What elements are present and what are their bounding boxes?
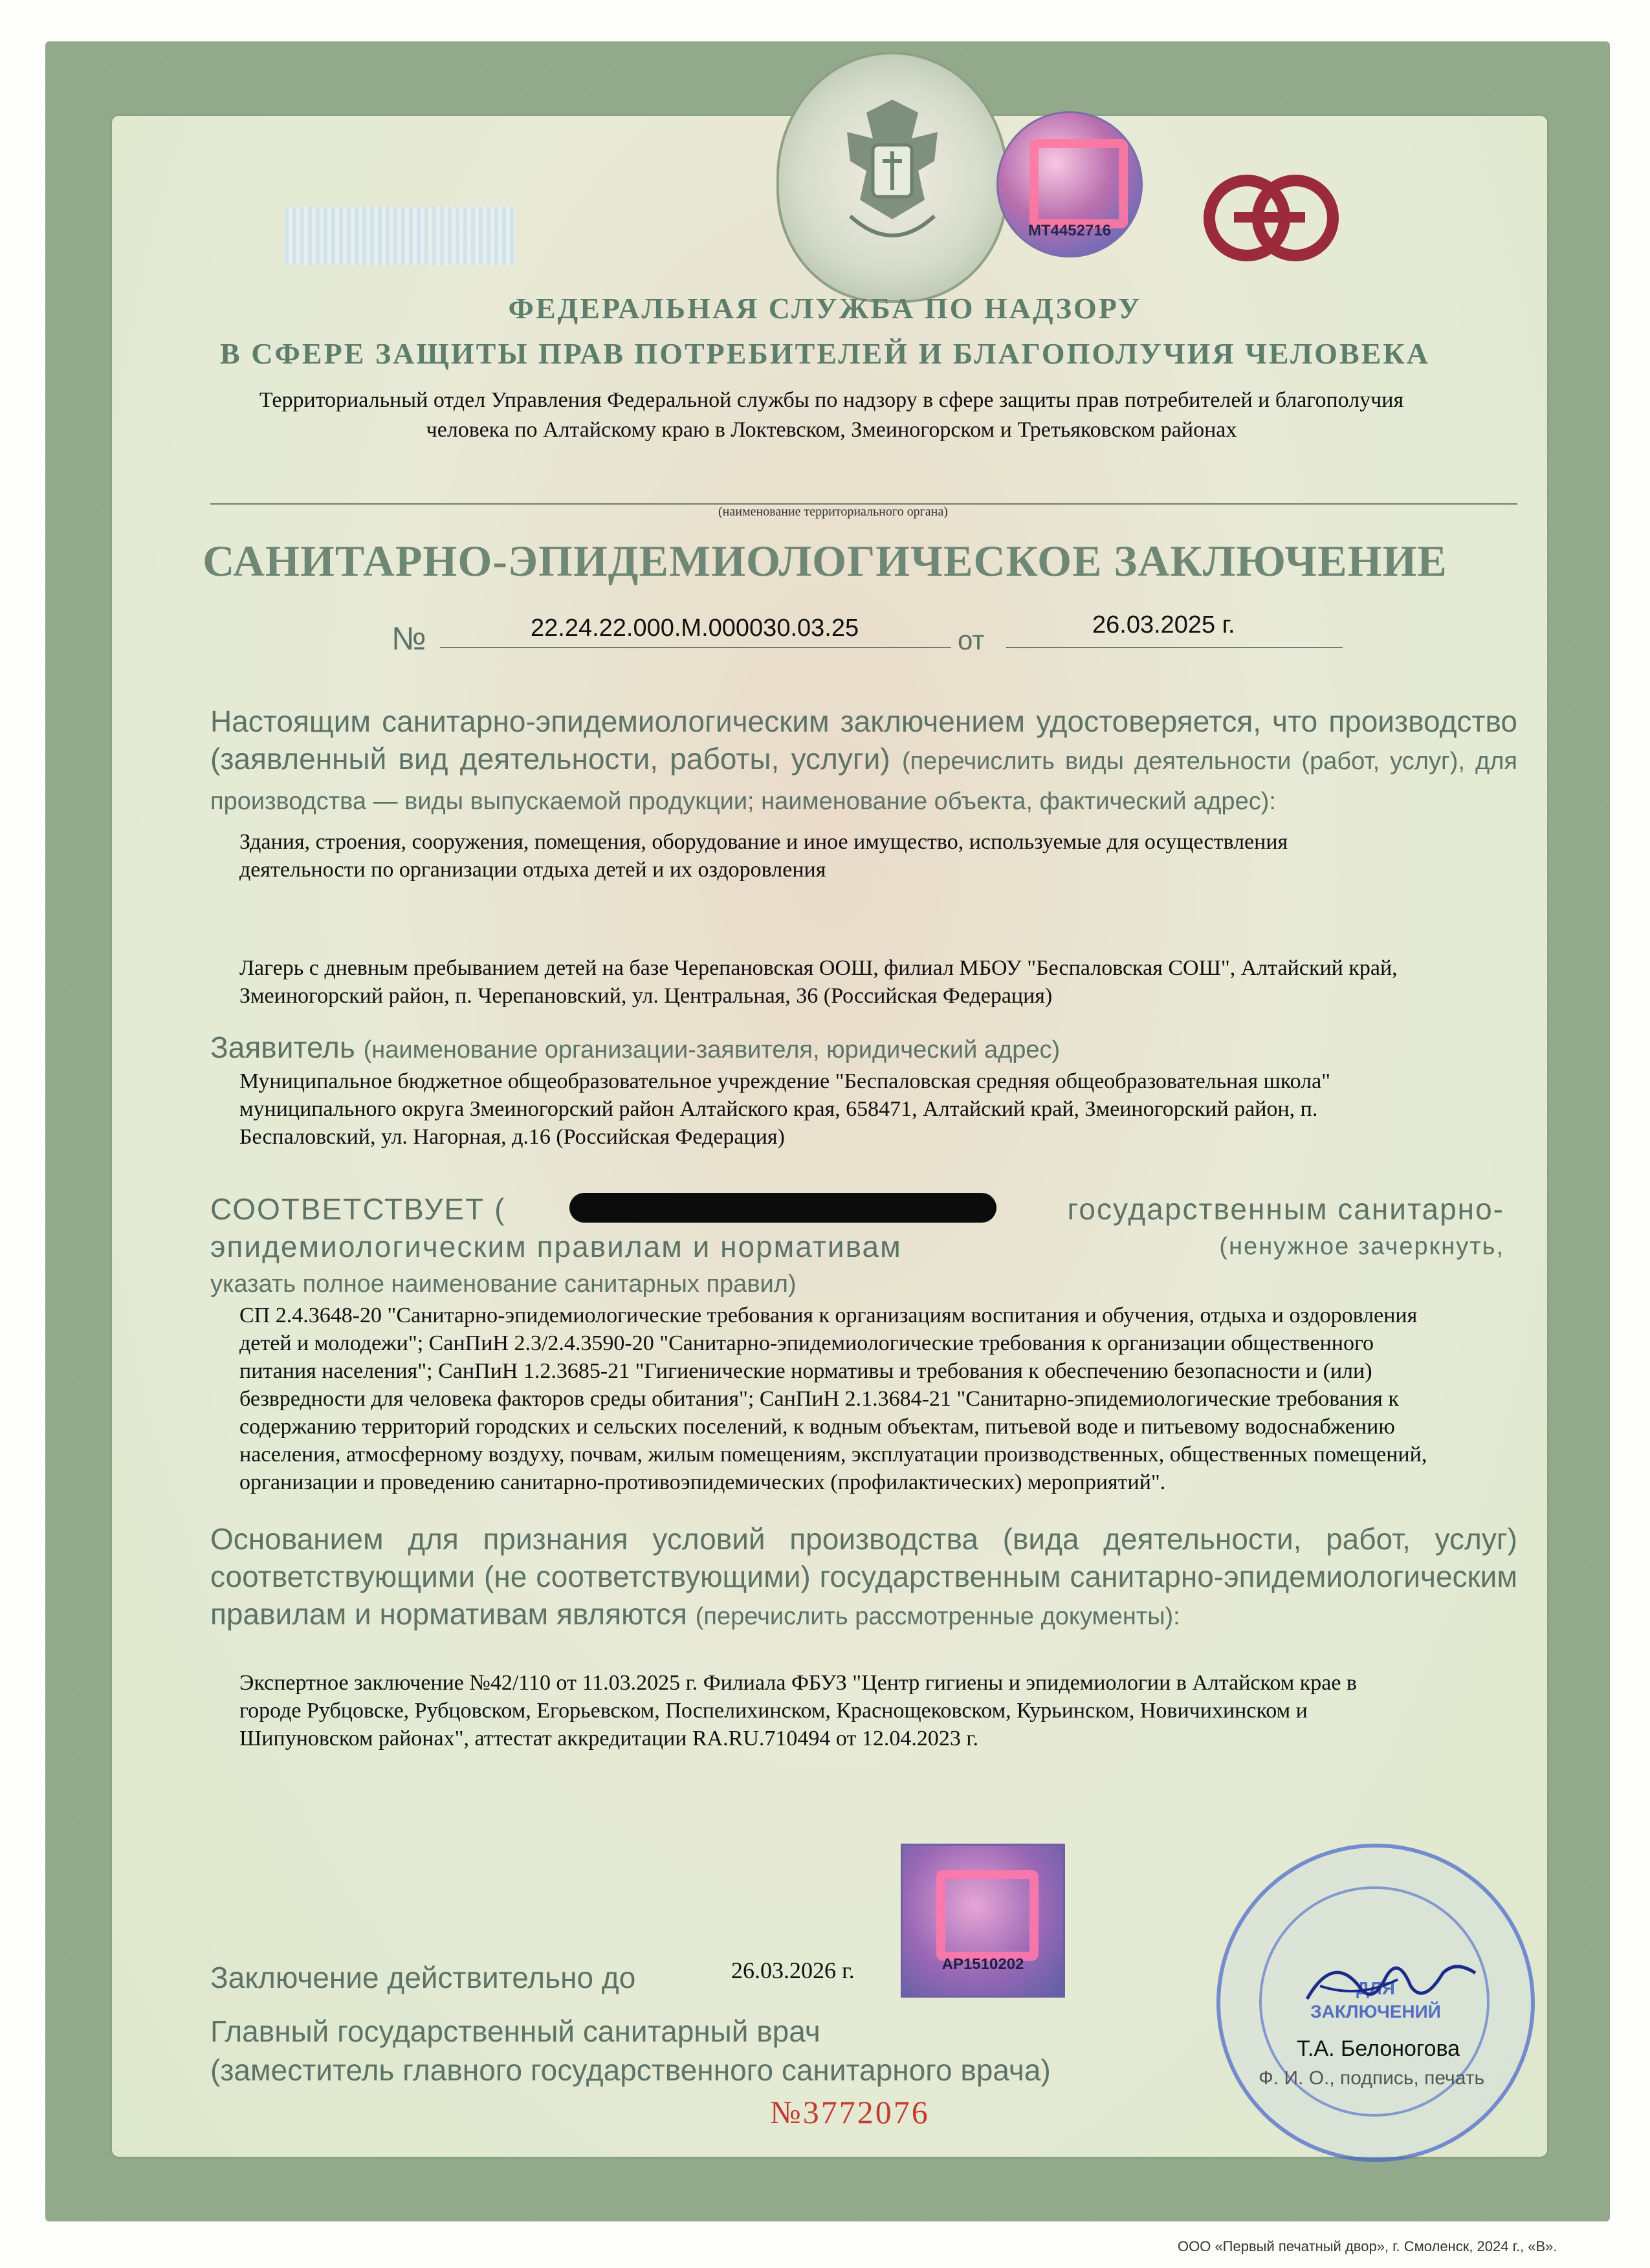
applicant-text — [239, 1067, 1330, 1151]
security-strip — [285, 207, 515, 265]
date-label: от — [958, 625, 985, 655]
site-line-1: Лагерь с дневным пребыванием детей на базе Черепановская ООШ, филиал МБОУ "Беспаловская СОШ", Алтайский край, — [239, 956, 1398, 980]
conformity-word: СООТВЕТСТВУЕТ ( — [210, 1192, 506, 1226]
date-underline — [1006, 647, 1343, 648]
rules-line: организации и проведению санитарно-противоэпидемических (профилактических) мероприятий". — [239, 1470, 1166, 1494]
conformity-hint-1: (ненужное зачеркнуть, — [1219, 1233, 1504, 1260]
conformity-hint-2: указать полное наименование санитарных правил) — [210, 1270, 797, 1298]
basis-line: Экспертное заключение №42/110 от 11.03.2025 г. Филиала ФБУЗ "Центр гигиены и эпидемиологии в Алтайском крае в — [239, 1671, 1357, 1695]
intro-hint: (перечислить виды деятельности (работ, услуг), для производства — виды выпускаемой продукции; наименование объекта, фактический адрес): — [210, 748, 1517, 815]
territorial-organ-line-2: человека по Алтайскому краю в Локтевском, Змеиногорском и Третьяковском районах — [426, 418, 1237, 442]
intro-paragraph — [210, 703, 1517, 820]
applicant-hint: (наименование организации-заявителя, юридический адрес) — [363, 1036, 1061, 1063]
rules-line: детей и молодежи"; СанПиН 2.3/2.4.3590-20 "Санитарно-эпидемиологические требования к организации общественного — [239, 1331, 1374, 1355]
rospotrebnadzor-emblem — [776, 52, 1008, 303]
document-title: САНИТАРНО-ЭПИДЕМИОЛОГИЧЕСКОЕ ЗАКЛЮЧЕНИЕ — [203, 536, 1447, 585]
hologram-logo-icon — [1029, 139, 1128, 228]
signature-icon — [1301, 1947, 1488, 2018]
territorial-organ-line-1: Территориальный отдел Управления Федеральной службы по надзору в сфере защиты прав потребителей и благополучия — [259, 388, 1404, 412]
site-line-2: Змеиногорский район, п. Черепановский, ул. Центральная, 36 (Российская Федерация) — [239, 984, 1053, 1008]
basis-line: городе Рубцовске, Рубцовском, Егорьевском, Поспелихинском, Краснощековском, Курьинском, Новичихинском и — [239, 1699, 1308, 1723]
rules-line: населения, атмосферному воздуху, почвам, жилым помещениям, эксплуатации производственных, общественных помещений, — [239, 1443, 1427, 1467]
hologram-top-code: MT4452716 — [1028, 222, 1112, 239]
basis-paragraph — [210, 1520, 1517, 1635]
validity-label: Заключение действительно до — [210, 1961, 636, 1994]
signatory-line-2: (заместитель главного государственного санитарного врача) — [210, 2053, 1051, 2087]
rules-text — [239, 1302, 1427, 1496]
number-underline — [440, 647, 951, 648]
rules-line: безвредности для человека факторов среды обитания"; СанПиН 2.1.3684-21 "Санитарно-эпидемиологические требования к — [239, 1387, 1399, 1411]
applicant-label: Заявитель — [210, 1030, 355, 1064]
rules-line: содержанию территорий городских и сельских поселений, к водным объектам, питьевой воде и питьевому водоснабжению — [239, 1415, 1395, 1439]
printer-footer: ООО «Первый печатный двор», г. Смоленск, 2024 г., «В». — [1178, 2238, 1557, 2254]
activity-line-2: деятельности по организации отдыха детей и их оздоровления — [239, 858, 826, 882]
applicant-line-3: Беспаловский, ул. Нагорная, д.16 (Российская Федерация) — [239, 1125, 785, 1149]
se-logo-icon — [1198, 169, 1347, 270]
intro-text: Настоящим санитарно-эпидемиологическим заключением удостоверяется, что производство (заявленный вид деятельности, работы, услуги) — [210, 704, 1517, 776]
header-line-1: ФЕДЕРАЛЬНАЯ СЛУЖБА ПО НАДЗОРУ — [508, 292, 1142, 325]
rules-line: СП 2.4.3648-20 "Санитарно-эпидемиологические требования к организациям воспитания и обучения, отдыха и оздоровления — [239, 1303, 1418, 1327]
signatory-name: Т.А. Белоногова — [1297, 2036, 1460, 2061]
hologram-bottom-code: AP1510202 — [941, 1956, 1024, 1973]
activity-text — [239, 828, 1288, 884]
basis-hint: (перечислить рассмотренные документы): — [695, 1603, 1180, 1630]
conformity-rest-1: государственным санитарно- — [1067, 1192, 1504, 1226]
hologram-bottom — [901, 1844, 1065, 1998]
redaction-mark — [569, 1193, 996, 1223]
applicant-line-1: Муниципальное бюджетное общеобразовательное учреждение "Беспаловская средняя общеобразовательная школа" — [239, 1069, 1331, 1093]
applicant-heading — [210, 1029, 1517, 1069]
number-value: 22.24.22.000.М.000030.03.25 — [531, 615, 859, 642]
rules-line: питания населения"; СанПиН 1.2.3685-21 "Гигиенические нормативы и требования к обеспечению безопасности и (или) — [239, 1359, 1372, 1383]
conformity-line-2 — [210, 1228, 1504, 1265]
signatory-title — [210, 2012, 1051, 2089]
number-label: № — [391, 620, 426, 657]
signatory-caption: Ф. И. О., подпись, печать — [1259, 2067, 1485, 2089]
basis-documents — [239, 1669, 1357, 1752]
organ-caption: (наименование территориального органа) — [718, 505, 948, 519]
basis-line: Шипуновском районах", аттестат аккредитации RA.RU.710494 от 12.04.2023 г. — [239, 1727, 978, 1750]
applicant-line-2: муниципального округа Змеиногорский район Алтайского края, 658471, Алтайский край, Змеиногорский район, п. — [239, 1097, 1318, 1121]
hologram-bottom-logo-icon — [936, 1870, 1039, 1961]
date-value: 26.03.2025 г. — [1092, 611, 1235, 638]
official-seal-text: ДЛЯ ЗАКЛЮЧЕНИЙ — [1310, 1978, 1441, 2022]
conformity-rest-2: эпидемиологическим правилам и нормативам — [210, 1230, 902, 1263]
header-line-2: В СФЕРЕ ЗАЩИТЫ ПРАВ ПОТРЕБИТЕЛЕЙ И БЛАГОПОЛУЧИЯ ЧЕЛОВЕКА — [220, 337, 1430, 370]
hologram-top — [996, 111, 1143, 257]
basis-text: Основанием для признания условий производства (вида деятельности, работ, услуг) соответствующими (не соответствующими) государственным санитарно-эпидемиологическим правилам и нормативам являются — [210, 1522, 1517, 1631]
validity-value: 26.03.2026 г. — [731, 1957, 855, 1983]
activity-line-1: Здания, строения, сооружения, помещения, оборудование и иное имущество, используемые для осуществления — [239, 830, 1288, 854]
site-text — [239, 954, 1398, 1010]
territorial-organ — [194, 386, 1469, 445]
signatory-line-1: Главный государственный санитарный врач — [210, 2014, 820, 2048]
blank-serial-number: №3772076 — [770, 2094, 930, 2130]
